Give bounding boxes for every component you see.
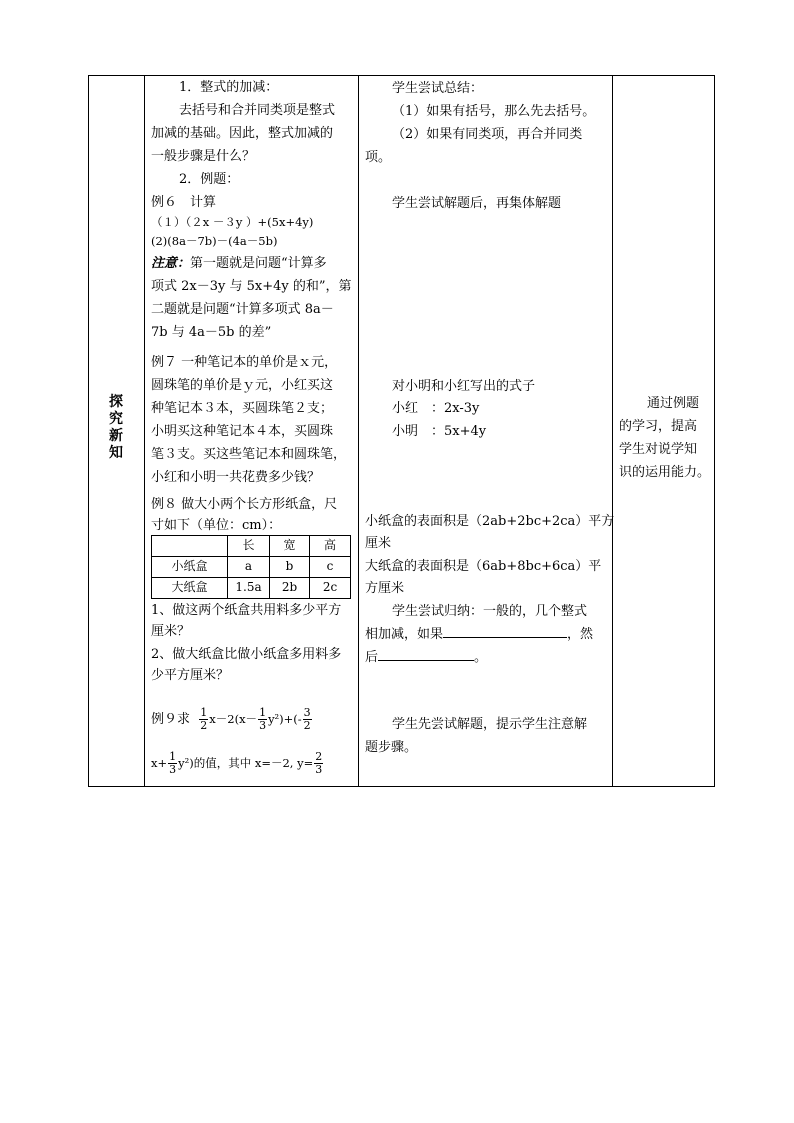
header-cell: 长: [228, 536, 270, 557]
header-cell: 高: [310, 536, 351, 557]
example7-line: 笔３支。买这些笔记本和圆珠笔，: [151, 447, 347, 462]
tip-line: 题步骤。: [365, 740, 418, 755]
expression-line: （１）（２x －３y ）+(5x+4y): [151, 215, 314, 229]
fill-blank[interactable]: [378, 646, 474, 661]
section-label-cell: [89, 76, 145, 787]
table-cell: 2c: [310, 578, 351, 599]
table-cell: 1.5a: [228, 578, 270, 599]
area-line: 小纸盒的表面积是（2ab+2bc+2ca）平方: [365, 514, 615, 529]
example9-line1: 例９求 $\frac{1}{2}$ x－2(x－ $\frac{1}{3}$ y²)+(- $\frac{3}{2}$: [151, 706, 311, 732]
example7-line: 例７ 一种笔记本的单价是ｘ元，: [151, 355, 338, 370]
expression-line: (2)(8a－7b)－(4a－5b): [151, 234, 278, 248]
example-title: 例６ 计算: [151, 195, 217, 210]
summary-line: 项。: [365, 150, 392, 165]
text-line: 一般步骤是什么？: [151, 149, 256, 164]
summary-line: （1）如果有括号，那么先去括号。: [392, 104, 596, 119]
example8-line: 寸如下（单位：cm）：: [151, 518, 282, 533]
header-cell: 宽: [270, 536, 310, 557]
lesson-table: [88, 75, 715, 787]
activity-cell: [359, 76, 613, 787]
note-line: 7b 与 4a－5b 的差”: [151, 325, 272, 340]
heading-line: 1．整式的加减：: [179, 80, 279, 95]
note-line: 项式 2x－3y 与 5x+4y 的和”，第: [151, 279, 352, 294]
area-line: 大纸盒的表面积是（6ab+8bc+6ca）平: [365, 559, 602, 574]
solve-text: 学生尝试解题后，再集体解题: [392, 196, 562, 211]
fill-blank[interactable]: [443, 623, 567, 638]
table-header-row: [152, 536, 351, 557]
question-line: 少平方厘米？: [151, 668, 230, 683]
question-line: 厘米？: [151, 624, 191, 639]
table-cell: 大纸盒: [152, 578, 228, 599]
table-cell: 2b: [270, 578, 310, 599]
example8-line: 例８ 做大小两个长方形纸盒，尺: [151, 497, 338, 512]
section-label: 探究新知: [109, 394, 123, 461]
note-line: 二题就是问题“计算多项式 8a－: [151, 302, 334, 317]
induce-line: 相加减，如果 ，然: [365, 623, 593, 646]
table-row: [152, 557, 351, 578]
purpose-cell: [613, 76, 715, 787]
purpose-line: 通过例题: [647, 396, 700, 411]
fraction: $\frac{3}{2}$: [303, 706, 311, 732]
pair-line: 小明 ：5x+4y: [392, 424, 487, 439]
example7-line: 种笔记本３本，买圆珠笔２支；: [151, 401, 334, 416]
example7-line: 小红和小明一共花费多少钱？: [151, 470, 321, 485]
purpose-line: 学生对说学知: [619, 442, 698, 457]
fraction: $\frac{1}{3}$: [259, 706, 267, 732]
heading-line: 2．例题：: [179, 172, 240, 187]
example9-line2: x+ $\frac{1}{3}$ y²)的值，其中 x=－2, y= $\frac{2}{3}$: [151, 750, 323, 776]
fraction: $\frac{2}{3}$: [315, 750, 323, 776]
area-line: 厘米: [365, 536, 392, 551]
text-line: 去括号和合并同类项是整式: [179, 103, 336, 118]
table-cell: 小纸盒: [152, 557, 228, 578]
induce-line: 学生尝试归纳：一般的，几个整式: [392, 604, 588, 619]
table-cell: b: [270, 557, 310, 578]
tip-line: 学生先尝试解题，提示学生注意解: [392, 717, 588, 732]
purpose-line: 识的运用能力。: [619, 465, 711, 480]
header-cell: [152, 536, 228, 557]
table-cell: a: [228, 557, 270, 578]
summary-line: 学生尝试总结：: [392, 81, 484, 96]
example7-line: 圆珠笔的单价是ｙ元，小红买这: [151, 378, 334, 393]
table-row: [152, 578, 351, 599]
fraction: $\frac{1}{2}$: [200, 706, 208, 732]
induce-line: 后 。: [365, 646, 487, 669]
summary-line: （2）如果有同类项，再合并同类: [392, 127, 583, 142]
text-line: 加减的基础。因此，整式加减的: [151, 126, 334, 141]
fraction: $\frac{1}{3}$: [169, 750, 177, 776]
note-label: 注意：: [151, 256, 191, 271]
area-line: 方厘米: [365, 581, 405, 596]
purpose-line: 的学习，提高: [619, 419, 698, 434]
content-cell: [145, 76, 359, 787]
table-cell: c: [310, 557, 351, 578]
note-line: 注意：第一题就是问题“计算多: [151, 256, 327, 271]
box-size-table: [151, 535, 351, 599]
question-line: 1、做这两个纸盒共用料多少平方: [151, 603, 342, 618]
pair-line: 对小明和小红写出的式子: [392, 379, 536, 394]
example7-line: 小明买这种笔记本４本，买圆珠: [151, 424, 334, 439]
pair-line: 小红 ：2x-3y: [392, 401, 480, 416]
question-line: 2、做大纸盒比做小纸盒多用料多: [151, 647, 342, 662]
